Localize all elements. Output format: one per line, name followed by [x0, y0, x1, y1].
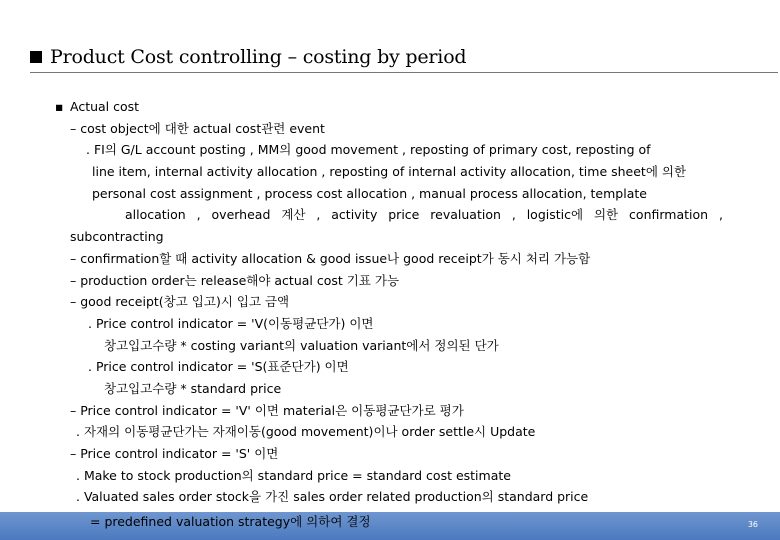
body-line: [0, 486, 780, 508]
word: revaluation: [430, 207, 501, 223]
body-text: – confirmation할 때 activity allocation & good issue나 good receipt가 동시 처리 가능함: [70, 250, 591, 266]
word: 의한: [593, 207, 619, 223]
word: ,: [196, 207, 201, 223]
body-line: [0, 378, 780, 400]
body-line: [0, 291, 780, 313]
body-text: . Price control indicator = 'S(표준단가) 이면: [88, 359, 349, 375]
body-last-line: = predefined valuation strategy에 의하여 결정: [90, 514, 371, 529]
word: ,: [511, 207, 516, 223]
body-text: 창고입고수량 * costing variant의 valuation variant에서 정의된 단가: [104, 337, 499, 353]
body-line: [0, 183, 780, 205]
body-line: [0, 270, 780, 292]
body-line: [0, 248, 780, 270]
body-text: . FI의 G/L account posting , MM의 good movement , reposting of primary cost, reposting of: [86, 142, 651, 158]
word: confirmation: [629, 207, 709, 223]
body-line: [0, 96, 780, 118]
body-line: [0, 356, 780, 378]
body-line: [0, 139, 780, 161]
body-text: subcontracting: [70, 229, 164, 245]
word: ,: [316, 207, 321, 223]
body-line: [0, 226, 780, 248]
word: 계산: [281, 207, 306, 223]
body-line: [0, 313, 780, 335]
slide-title-bar: [30, 44, 755, 70]
body-line: [0, 421, 780, 443]
body-text: . Price control indicator = 'V(이동평균단가) 이면: [88, 315, 374, 331]
body-line: [0, 443, 780, 465]
body-line: [0, 118, 780, 140]
body-text: . 자재의 이동평균단가는 자재이동(good movement)이나 order settle시 Update: [76, 424, 536, 440]
word: ,: [718, 207, 723, 223]
body-text: . Make to stock production의 standard price = standard cost estimate: [76, 467, 511, 483]
body-line: [0, 400, 780, 422]
slide-body: [0, 96, 780, 508]
body-text: – Price control indicator = 'S' 이면: [70, 446, 279, 461]
slide-title: Product Cost controlling – costing by period: [50, 46, 467, 68]
body-text: – production order는 release해야 actual cost 기표 가능: [70, 272, 400, 288]
body-text: . Valuated sales order stock을 가진 sales order related production의 standard price: [76, 489, 589, 505]
body-text: line item, internal activity allocation , reposting of internal activity allocation, time sheet에 의한: [92, 164, 687, 180]
word: price: [388, 207, 420, 223]
page-number: 36: [747, 520, 758, 529]
body-text: – cost object에 대한 actual cost관련 event: [70, 120, 325, 136]
body-line: [0, 335, 780, 357]
body-line: [0, 204, 780, 226]
body-line: [0, 161, 780, 183]
body-line: [0, 465, 780, 487]
word: overhead: [211, 207, 271, 223]
title-divider: [30, 72, 778, 73]
body-text: – good receipt(창고 입고)시 입고 금액: [70, 294, 290, 310]
body-text: – Price control indicator = 'V' 이면 material은 이동평균단가로 평가: [70, 402, 464, 418]
justified-line: [125, 204, 723, 226]
word: allocation: [125, 207, 186, 223]
word: activity: [331, 207, 378, 223]
bullet-heading: Actual cost: [70, 99, 140, 114]
bullet-icon: ▪: [55, 99, 64, 114]
body-text: 창고입고수량 * standard price: [104, 380, 282, 396]
body-text: personal cost assignment , process cost allocation , manual process allocation, template: [92, 185, 647, 201]
title-bullet-square: [30, 51, 42, 63]
word: logistic에: [526, 207, 584, 223]
